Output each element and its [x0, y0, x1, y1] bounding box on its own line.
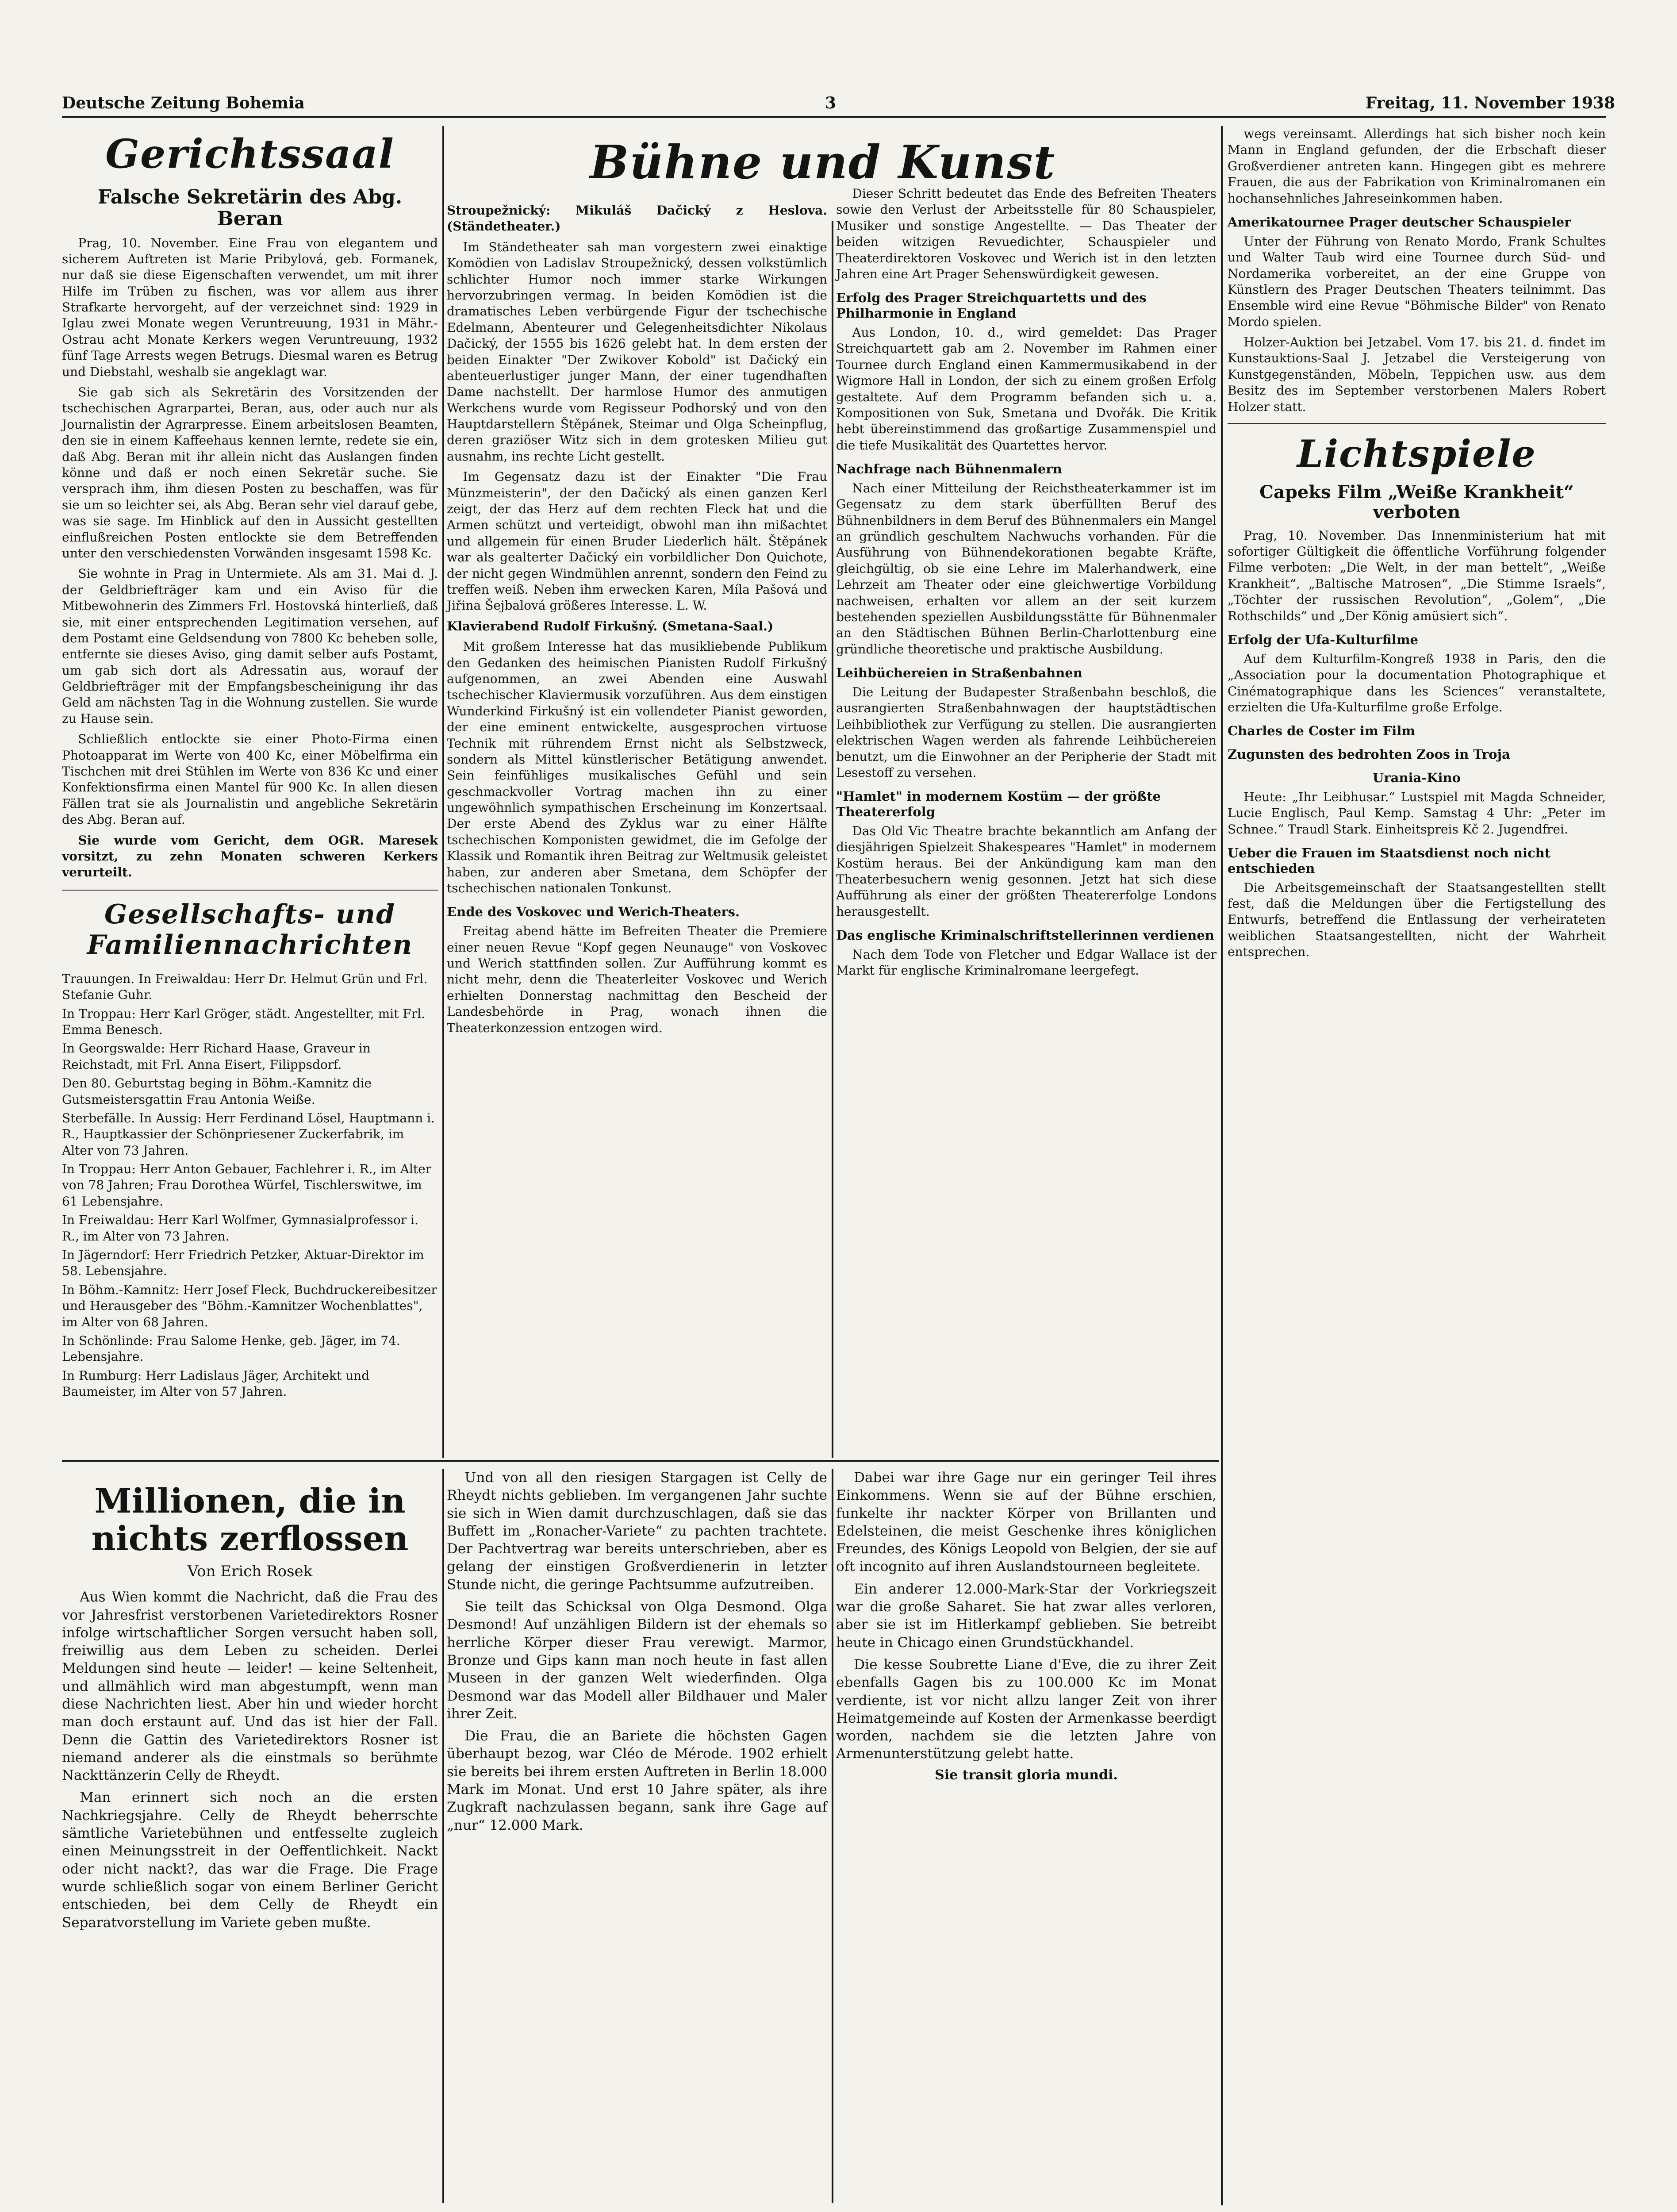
film-subheading: Charles de Coster im Film: [1228, 723, 1416, 739]
news-paragraph: Aus London, 10. d., wird gemeldet: Das Prager Streichquartett gab am 2. November im Rahmen einer Tournee durch England einen Kammermusikabend in der Wigmore Hall in London, der sich zu einem großen Erfolg gestaltete. Auf dem Programm befanden sich u. a. Kompositionen von Suk, Smetana und Dvořák. Die Kritik hebt übereinstimmend das großartige Zusammenspiel und die tiefe Musikalität des Quartettes hervor.: [836, 325, 1216, 453]
feature-column-2: [447, 1469, 827, 2203]
court-paragraph: Sie wurde vom Gericht, dem OGR. Maresek vorsitzt, zu zehn Monaten schweren Kerkers verurteilt.: [62, 833, 438, 880]
feature-paragraph: Und von all den riesigen Stargagen ist Celly de Rheydt nichts geblieben. Im vergangenen Jahr suchte sie sich in Wien damit durchzuschlagen, daß sie das Buffett im „Ronacher-Variete“ zu pachten trachtete. Der Pachtvertrag war bereits unterschrieben, aber es gelang der einstigen Großverdienerin in letzter Stunde nicht, die geringe Pachtsumme aufzutreiben.: [447, 1470, 827, 1593]
section-title-film: Lichtspiele: [1297, 432, 1536, 476]
notice-item: In Rumburg: Herr Ladislaus Jäger, Architekt und Baumeister, im Alter von 57 Jahren.: [62, 1368, 370, 1399]
column-rule: [832, 221, 833, 1458]
notice-item: Trauungen. In Freiwaldau: Herr Dr. Helmut Grün und Frl. Stefanie Guhr.: [62, 971, 428, 1002]
feature-column-1: [62, 1469, 438, 2203]
notice-item: In Troppau: Herr Anton Gebauer, Fachlehrer i. R., im Alter von 78 Jahren; Frau Dorothea Würfel, Tischlerswitwe, im 61 Lebensjahre.: [62, 1162, 432, 1209]
film-subheading: Erfolg der Ufa-Kulturfilme: [1228, 632, 1418, 647]
column-rule: [442, 1469, 444, 2203]
section-title-stage: Bühne und Kunst: [590, 135, 1056, 189]
feature-paragraph: Die Frau, die an Bariete die höchsten Gagen überhaupt bezog, war Cléo de Mérode. 1902 erhielt sie bereits bei ihrem ersten Auftreten in Berlin 18.000 Mark im Monat. Und erst 10 Jahre später, als ihre Zugkraft nachzulassen begann, sank ihre Gage auf „nur“ 12.000 Mark.: [447, 1728, 827, 1833]
film-paragraph: Unter der Führung von Renato Mordo, Frank Schultes und Walter Taub wird eine Tournee durch Süd- und Nordamerika vorbereitet, an der eine Gruppe von Künstlern des Prager Deutschen Theaters teilnimmt. Das Ensemble wird eine Revue "Böhmische Bilder" von Renato Mordo spielen.: [1228, 234, 1606, 329]
film-subheading: Ueber die Frauen im Staatsdienst noch nicht entschieden: [1228, 845, 1551, 876]
stage-paragraph: Stroupežnický: Mikuláš Dačický z Heslova. (Ständetheater.): [447, 203, 827, 234]
section-divider: [62, 890, 438, 891]
column-rule: [442, 126, 444, 1458]
feature-paragraph: Man erinnert sich noch an die ersten Nachkriegsjahre. Celly de Rheydt beherrschte sämtliche Varietebühnen und entfesselte zugleich einen Meinungsstreit in der Oeffentlichkeit. Nackt oder nicht nackt?, das war die Frage. Die Frage wurde schließlich sogar von einem Berliner Gericht entschieden, bei dem Celly de Rheydt ein Separatvorstellung im Variete geben mußte.: [62, 1790, 438, 1931]
film-subheading: Urania-Kino: [1373, 770, 1461, 785]
notice-item: In Schönlinde: Frau Salome Henke, geb. Jäger, im 74. Lebensjahre.: [62, 1333, 400, 1364]
news-paragraph: Die Leitung der Budapester Straßenbahn beschloß, die ausrangierten Straßenbahnwagen der hauptstädtischen Leihbibliothek zur Verfügung zu stellen. Die ausrangierten elektrischen Wagen werden als fahrende Leihbüchereien benutzt, um die Einwohner an der Peripherie der Stadt mit Lesestoff zu versehen.: [836, 684, 1216, 780]
column-film: [1228, 126, 1606, 2205]
notice-item: In Jägerndorf: Herr Friedrich Petzker, Aktuar-Direktor im 58. Lebensjahre.: [62, 1248, 424, 1279]
stage-paragraph: Freitag abend hätte im Befreiten Theater die Premiere einer neuen Revue "Kopf gegen Neunauge" von Voskovec und Werich stattfinden sollen. Zur Aufführung kommt es nicht mehr, denn die Theaterleiter Voskovec und Werich erhielten Donnerstag nachmittag den Bescheid der Landesbehörde in Prag, wonach ihnen die Theaterkonzession entzogen wird.: [447, 924, 827, 1035]
stage-paragraph: Klavierabend Rudolf Firkušný. (Smetana-Saal.): [447, 618, 774, 634]
header-rule: [62, 116, 1606, 118]
stage-paragraph: Mit großem Interesse hat das musikliebende Publikum den Gedanken des heimischen Pianisten Rudolf Firkušný aufgenommen, an zwei Abenden eine Auswahl tschechischer Klaviermusik vorzuführen. Aus dem einstigen Wunderkind Firkušný ist ein vollendeter Pianist geworden, der eine eminent entwickelte, ausgesprochen virtuose Technik mit rührendem Ernst nicht als Selbstzweck, sondern als Mittel künstlerischer Betätigung anwendet. Sein feinfühliges musikalisches Gefühl und sein geschmackvoller Vortrag machen ihn zu einer ungewöhnlich sympathischen Erscheinung im Konzertsaal. Der erste Abend des Zyklus war zu einer Hälfte tschechischen Komponisten gewidmet, die im Gefolge der Klassik und Romantik ihren Beitrag zur Weltmusik geleistet haben, zur anderen aber Smetana, dem Schöpfer der tschechischen nationalen Tonkunst.: [447, 639, 827, 896]
news-paragraph: Nach einer Mitteilung der Reichstheaterkammer ist im Gegensatz zu dem stark überfüllten Beruf des Bühnenbildners in dem Beruf des Bühnenmalers ein Mangel an gründlich geschultem Nachwuchs vorhanden. Für die Ausführung von Bühnendekorationen begabte Kräfte, gleichgültig, ob sie eine Lehre im Malerhandwerk, eine Lehrzeit am Theater oder eine gleichwertige Vorbildung nachweisen, erhalten vor allem an der seit kurzem bestehenden speziellen Ausbildungsstätte für Bühnenmaler an den Städtischen Bühnen Berlin-Charlottenburg eine gründliche theoretische und praktische Ausbildung.: [836, 480, 1216, 657]
feature-closing: Sie transit gloria mundi.: [935, 1767, 1118, 1783]
column-court: [62, 126, 438, 1449]
header-paper: Deutsche Zeitung Bohemia: [62, 94, 305, 112]
feature-paragraph: Die kesse Soubrette Liane d'Eve, die zu ihrer Zeit ebenfalls Gagen bis zu 100.000 Kc im Monat verdiente, ist vor nicht allzu langer Zeit von ihrer Heimatgemeinde auf Kosten der Armenkasse beerdigt worden, nachdem sie die letzten Jahre von Armenunterstützung gelebt hatte.: [836, 1656, 1216, 1762]
feature-title: Millionen, die in nichts zerflossen: [91, 1481, 409, 1559]
news-paragraph: Dieser Schritt bedeutet das Ende des Befreiten Theaters sowie den Verlust der Arbeitsstelle für 80 Schauspieler, Musiker und sonstige Angestellte. — Das Theater der beiden witzigen Revuedichter, Schauspieler und Theaterdirektoren Voskovec und Werich ist in den letzten Jahren eine Art Prager Sehenswürdigkeit gewesen.: [836, 186, 1216, 281]
feature-rule: [62, 1460, 1219, 1462]
notice-item: In Freiwaldau: Herr Karl Wolfmer, Gymnasialprofessor i. R., im Alter von 73 Jahren.: [62, 1213, 418, 1244]
news-subheading: Erfolg des Prager Streichquartetts und des Philharmonie in England: [836, 290, 1147, 321]
news-subheading: Nachfrage nach Bühnenmalern: [836, 461, 1062, 477]
notice-item: Sterbefälle. In Aussig: Herr Ferdinand Lösel, Hauptmann i. R., Hauptkassier der Schönpriesener Zuckerfabrik, im Alter von 73 Jahren.: [62, 1110, 435, 1158]
feature-paragraph: Aus Wien kommt die Nachricht, daß die Frau des vor Jahresfrist verstorbenen Varietedirektors Rosner infolge wirtschaftlicher Sorgen versucht haben soll, freiwillig aus dem Leben zu scheiden. Derlei Meldungen sind heute — leider! — keine Seltenheit, und allmählich wird man abgestumpft, wenn man diese Nachrichten liest. Aber hin und wieder horcht man doch erstaunt auf. Und das ist hier der Fall. Denn die Gattin des Varietedirektors Rosner ist niemand anderer als die einstmals so berühmte Nackttänzerin Celly de Rheydt.: [62, 1589, 438, 1784]
notice-item: In Troppau: Herr Karl Gröger, städt. Angestellter, mit Frl. Emma Benesch.: [62, 1006, 425, 1037]
stage-paragraph: Im Gegensatz dazu ist der Einakter "Die Frau Münzmeisterin", der den Dačický als einen ganzen Kerl zeigt, der das Herz auf dem rechten Fleck hat und die Armen schützt und verteidigt, obwohl man ihn mißachtet und allgemein für einen Bruder Liederlich hält. Štěpánek war als gealterter Dačický ein vorbildlicher Don Quichote, der nicht gegen Windmühlen anrennt, sondern den Feind zu treffen weiß. Neben ihm erwecken Karen, Míla Pašová und Jiřina Šejbalová größeres Interesse. L. W.: [447, 469, 827, 613]
news-paragraph: Das Old Vic Theatre brachte bekanntlich am Anfang der diesjährigen Spielzeit Shakespeares "Hamlet" in modernem Kostüm heraus. Bei der Ankündigung kam man den Theaterbesuchern wenig gesonnen. Jetzt hat sich diese Aufführung als einer der größten Theatererfolge Londons herausgestellt.: [836, 823, 1216, 919]
notice-item: In Georgswalde: Herr Richard Haase, Graveur in Reichstadt, mit Frl. Anna Eisert, Filippsdorf.: [62, 1041, 371, 1072]
feature-paragraph: Sie teilt das Schicksal von Olga Desmond. Olga Desmond! Auf unzähligen Bildern ist der ehemals so herrliche Körper dieser Frau verewigt. Marmor, Bronze und Gips kann man noch heute in fast allen Museen in der ganzen Welt wiederfinden. Olga Desmond war das Modell aller Bildhauer und Maler ihrer Zeit.: [447, 1599, 827, 1722]
feature-column-3: [836, 1469, 1216, 2203]
court-paragraph: Schließlich entlockte sie einer Photo-Firma einen Photoapparat im Werte von 400 Kc, einer Möbelfirma ein Tischchen mit drei Stühlen im Werte von 836 Kc und einer Konfektionsfirma einen Mantel für 900 Kc. In allen diesen Fällen trat sie als Journalistin und angebliche Sekretärin des Abg. Beran auf.: [62, 732, 438, 827]
notice-item: Den 80. Geburtstag beging in Böhm.-Kamnitz die Gutsmeistersgattin Frau Antonia Weiße.: [62, 1076, 372, 1107]
article-title-film-ban: Capeks Film „Weiße Krankheit“ verboten: [1259, 482, 1574, 522]
court-paragraph: Prag, 10. November. Eine Frau von elegantem und sicherem Auftreten ist Marie Pribylová, geb. Formanek, nur daß sie diese Eigenschaften verwendet, um mit ihrer Hilfe im Trüben zu fischen, was vor allem aus ihrer Strafkarte hervorgeht, auf der verzeichnet sind: 1929 in Iglau zwei Monate wegen Veruntreuung, 1931 in Mähr.-Ostrau acht Monate Kerkers wegen Veruntreuung, 1932 fünf Tage Arrests wegen Betrugs. Diesmal waren es Betrug und Diebstahl, weshalb sie angeklagt war.: [62, 235, 438, 379]
article-title-fake-secretary: Falsche Sekretärin des Abg. Beran: [97, 186, 403, 230]
feature-paragraph: Ein anderer 12.000-Mark-Star der Vorkriegszeit war die große Saharet. Sie hat zwar alles verloren, aber sie ist im Hitlerkampf geblieben. Sie betreibt heute in Chicago einen Grundstückhandel.: [836, 1581, 1216, 1651]
film-paragraph: Prag, 10. November. Das Innenministerium hat mit sofortiger Gültigkeit die öffentliche Vorführung folgender Filme verboten: „Die Welt, in der man bettelt“, „Weiße Krankheit“, „Baltische Matrosen“, „Die Stimme Israels“, „Töchter der russischen Revolution“, „Golem“, „Die Rothschilds“ und „Der König amüsiert sich“.: [1228, 528, 1606, 623]
film-paragraph: Auf dem Kulturfilm-Kongreß 1938 in Paris, den die „Association pour la documentation Photographique et Cinématographique dans les Sciences“ veranstaltete, erzielten die Ufa-Kulturfilme große Erfolge.: [1228, 651, 1606, 714]
notice-item: In Böhm.-Kamnitz: Herr Josef Fleck, Buchdruckereibesitzer und Herausgeber des "Böhm.-Kamnitzer Wochenblattes", im Alter von 68 Jahren.: [62, 1282, 437, 1329]
news-paragraph: Nach dem Tode von Fletcher und Edgar Wallace ist der Markt für englische Kriminalromane leergefegt.: [836, 947, 1216, 978]
feature-paragraph: Dabei war ihre Gage nur ein geringer Teil ihres Einkommens. Wenn sie auf der Bühne erschien, funkelte ihr nackter Körper von Brillanten und Edelsteinen, die meist Geschenke ihres königlichen Freundes, des Königs Leopold von Belgien, der sie auf oft incognito auf ihren Auslandstourneen begleitete.: [836, 1470, 1216, 1575]
column-rule: [832, 1469, 833, 2203]
feature-byline: Von Erich Rosek: [187, 1563, 313, 1581]
stage-paragraph: Im Ständetheater sah man vorgestern zwei einaktige Komödien von Ladislav Stroupežnický, dessen volkstümlich schlichter Humor noch immer starke Wirkungen hervorzubringen vermag. In beiden Komödien ist die dramatisches Leben verbürgende Figur der tschechische Edelmann, Abenteurer und Gelegenheitsdichter Nikolaus Dačický, der 1555 bis 1626 gelebt hat. In dem ersten der beiden Einakter "Der Zwikover Kobold" ist Dačický ein abenteuerlustiger junger Mann, der einer tugendhaften Dame nachstellt. Der harmlose Humor des anmutigen Werkchens wurde vom Regisseur Podhorský und von den Hauptdarstellern Štěpánek, Steimar und Olga Scheinpflug, deren graziöser Witz sich in dem grotesken Milieu gut ausnahm, ins rechte Licht gestellt.: [447, 239, 827, 464]
court-paragraph: Sie gab sich als Sekretärin des Vorsitzenden der tschechischen Agrarpartei, Beran, aus, oder auch nur als Journalistin der Agrarpresse. Einem arbeitslosen Beamten, den sie in einem Kaffeehaus kennen lernte, redete sie ein, daß Abg. Beran mit ihr allein nicht das Auslangen finden könne und daß er noch einen Sekretär suche. Sie versprach ihm, ihm diesen Posten zu beschaffen, was für sie um so leichter sei, als Abg. Beran sehr viel darauf gebe, was sie sage. Im Hinblick auf den in Aussicht gestellten einflußreichen Posten entlockte sie dem Betreffenden unter den verschiedensten Vorwänden insgesamt 1598 Kc.: [62, 385, 438, 561]
court-paragraph: Sie wohnte in Prag in Untermiete. Als am 31. Mai d. J. der Geldbriefträger kam und ein Aviso für die Mitbewohnerin des Zimmers Frl. Hostovská hinterließ, daß sie, mit einer entsprechenden Legitimation versehen, auf dem Postamt eine Geldsendung von 7800 Kc beheben solle, entfernte sie dieses Aviso, ging damit selber aufs Postamt, um gab sich dort als Adressatin aus, worauf der Geldbriefträger mit der Empfangsbescheinigung ihr das Geld am nächsten Tag in die Wohnung zustellen. Sie wurde zu Hause sein.: [62, 566, 438, 726]
film-subheading: Zugunsten des bedrohten Zoos in Troja: [1228, 747, 1510, 762]
news-subheading: Leihbüchereien in Straßenbahnen: [836, 665, 1082, 681]
stage-subheading: Ende des Voskovec und Werich-Theaters.: [447, 904, 740, 920]
film-paragraph: Die Arbeitsgemeinschaft der Staatsangestellten stellt fest, daß die Meldungen über die Fertigstellung des Entwurfs, betreffend die Entlassung der verheirateten weiblichen Staatsangestellten, nicht der Wahrheit entsprechen.: [1228, 880, 1606, 960]
column-news: [836, 186, 1216, 1458]
section-title-court: Gerichtssaal: [105, 131, 395, 177]
film-paragraph: Holzer-Auktion bei Jetzabel. Vom 17. bis 21. d. findet im Kunstauktions-Saal J. Jetzabel die Versteigerung von Kunstgegenständen, Möbeln, Teppichen usw. aus dem Besitz des im September verstorbenen Malers Robert Holzer statt.: [1228, 335, 1606, 414]
section-divider: [1228, 423, 1606, 424]
film-paragraph: wegs vereinsamt. Allerdings hat sich bisher noch kein Mann in England gefunden, der die Erbschaft dieser Großverdiener antreten kann. Hingegen gibt es mehrere Frauen, die aus der Fabrikation von Kriminalromanen ein hochansehnliches Jahreseinkommen haben.: [1228, 127, 1606, 206]
news-subheading: "Hamlet" in modernem Kostüm — der größte Theatererfolg: [836, 789, 1161, 820]
film-paragraph: Heute: „Ihr Leibhusar.“ Lustspiel mit Magda Schneider, Lucie Englisch, Paul Kemp. Samstag 4 Uhr: „Peter im Schnee.“ Traudl Stark. Einheitspreis Kč 2. Jugendfrei.: [1228, 789, 1606, 837]
header-date: Freitag, 11. November 1938: [1365, 94, 1615, 112]
film-subheading: Amerikatournee Prager deutscher Schauspieler: [1228, 214, 1571, 230]
header-page-number: 3: [825, 94, 837, 112]
section-title-society: Gesellschafts- und Familiennachrichten: [87, 899, 413, 960]
column-rule: [1221, 126, 1223, 2205]
news-subheading: Das englische Kriminalschriftstellerinnen verdienen: [836, 928, 1214, 943]
